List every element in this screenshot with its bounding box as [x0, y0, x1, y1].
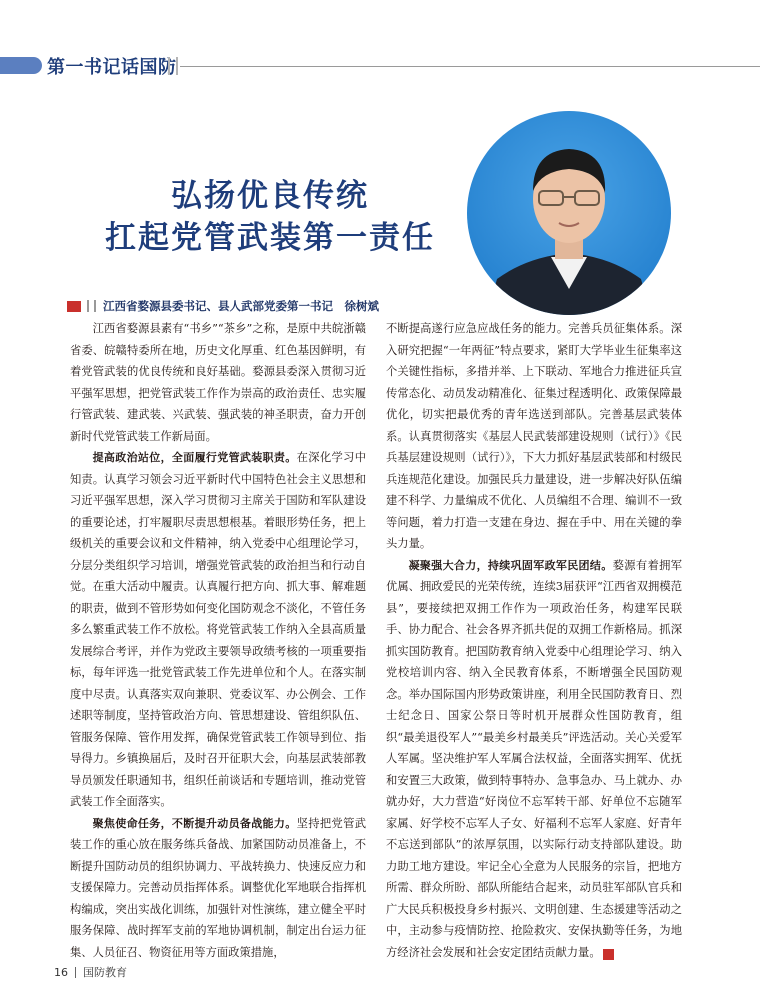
- paragraph-text: 在深化学习中知责。认真学习领会习近平新时代中国特色社会主义思想和习近平强军思想，深入学习贯彻习主席关于国防和军队建设的重要论述，打牢履职尽责思想根基。着眼形势任务，把上级机关的重要会议和文件精神，纳入党委中心组理论学习，分层分类组织学习培训，增强党管武装的政治担当和行动自觉。在重大活动中履责。认真履行把方向、抓大事、解难题的职责，做到不管形势如何变化国防观念不淡化，不管任务多么繁重武装工作不放松。将党管武装工作纳入全县高质量发展综合考评，并作为党政主要领导政绩考核的一项重要指标，每年评选一批党管武装工作先进单位和个人。在落实制度中尽责。认真落实双向兼职、党委议军、办公例会、工作述职等制度，坚持管政治方向、管思想建设、管组织队伍、管服务保障、管作用发挥，确保党管武装工作领导到位、指导得力。乡镇换届后，及时召开征职大会，向基层武装部教导员颁发任职通知书，组织任前谈话和专题培训，推动党管武装工作全面落实。: [70, 451, 366, 808]
- paragraph: [386, 318, 682, 555]
- paragraph-lead: 聚焦使命任务，不断提升动员备战能力。: [92, 816, 297, 830]
- paragraph-text: 婺源有着拥军优属、拥政爱民的光荣传统，连续3届获评“江西省双拥模范县”，要接续把双拥工作作为一项政治任务，构建军民联手、协力配合、社会各界齐抓共促的双拥工作新格局。抓深抓实国防教育。把国防教育纳入党委中心组理论学习、纳入党校培训内容、纳入全民教育体系，不断增强全民国防观念。举办国际国内形势政策讲座，利用全民国防教育日、烈士纪念日、国家公祭日等时机开展群众性国防教育，组织“最美退役军人”“最美乡村最美兵”评选活动。关心关爱军人军属。坚决维护军人军属合法权益，全面落实拥军、优抚和安置三大政策，做到特事特办、急事急办、马上就办、办就办好，大力营造“好岗位不忘军转干部、好单位不忘随军家属、好学校不忘军人子女、好福利不忘军人家庭、好青年不忘送到部队”的浓厚氛围，以实际行动支持部队建设。助力助工地方建设。牢记全心全意为人民服务的宗旨，把地方所需、群众所盼、部队所能结合起来，动员驻军部队官兵和广大民兵积极投身乡村振兴、文明创建、生态援建等活动之中，主动参与疫情防控、抢险救灾、安保执勤等任务，为地方经济社会发展和社会安定团结贡献力量。: [386, 558, 682, 959]
- byline-divider: [87, 300, 96, 312]
- paragraph-text: 不断提高遂行应急应战任务的能力。完善兵员征集体系。深入研究把握“一年两征”特点要求，紧盯大学毕业生征集率这个关键性指标，多措并举、上下联动、军地合力推进征兵宣传常态化、动员发动精准化、征集过程透明化、政策保障最优化，切实把最优秀的青年选送到部队。完善基层武装体系。认真贯彻落实《基层人民武装部建设规则（试行）》《民兵基层建设规则（试行）》，下大力抓好基层武装部和村级民兵连规范化建设。加强民兵力量建设，进一步解决好队伍编建不科学、力量编成不优化、人员编组不合理、编训不一致等问题，着力打造一支建在身边、握在手中、用在关键的拳头力量。: [386, 322, 682, 550]
- author-flag-icon: [67, 301, 81, 312]
- author-byline: [67, 297, 379, 315]
- magazine-name: 国防教育: [83, 966, 127, 979]
- article-title-line1: 弘扬优良传统: [171, 178, 369, 214]
- page-footer: [54, 964, 127, 980]
- section-divider-marks: [168, 57, 178, 75]
- paragraph: [70, 318, 366, 447]
- page-number: 16: [54, 965, 68, 979]
- paragraph: [70, 813, 366, 964]
- paragraph-text: 坚持把党管武装工作的重心放在服务练兵备战、加紧国防动员准备上，不断提升国防动员的组织协调力、平战转换力、快速反应力和支援保障力。完善动员指挥体系。调整优化军地联合指挥机构编成，突出实战化训练，加强针对性演练，建立健全平时服务保障、战时挥军支前的军地协调机制，制定出台运力征集、人员征召、物资征用等方面政策措施，: [70, 816, 366, 959]
- author-text: 江西省婺源县委书记、县人武部党委第一书记 徐树斌: [103, 299, 379, 313]
- author-portrait: [467, 111, 671, 315]
- section-tab-bar: [0, 57, 42, 74]
- section-title: 第一书记话国防: [47, 57, 177, 78]
- right-column: [386, 318, 682, 963]
- paragraph: [70, 447, 366, 813]
- paragraph-lead: 提高政治站位，全面履行党管武装职责。: [92, 451, 297, 464]
- article-title-line2: 扛起党管武装第一责任: [105, 220, 435, 256]
- left-column: [70, 318, 366, 963]
- header-rule: [180, 66, 760, 67]
- paragraph-lead: 凝聚强大合力，持续巩固军政军民团结。: [408, 558, 613, 572]
- footer-divider: [75, 967, 76, 978]
- paragraph-text: 江西省婺源县素有“书乡”“茶乡”之称，是原中共皖浙赣省委、皖赣特委所在地，历史文化厚重、红色基因鲜明，有着党管武装的优良传统和良好基础。婺源县委深入贯彻习近平强军思想，把党管武装工作作为崇高的政治责任、忠实履行管武装、建武装、兴武装、强武装的神圣职责，奋力开创新时代党管武装工作新局面。: [70, 322, 366, 443]
- paragraph: [386, 555, 682, 964]
- end-mark-icon: G: [603, 949, 614, 960]
